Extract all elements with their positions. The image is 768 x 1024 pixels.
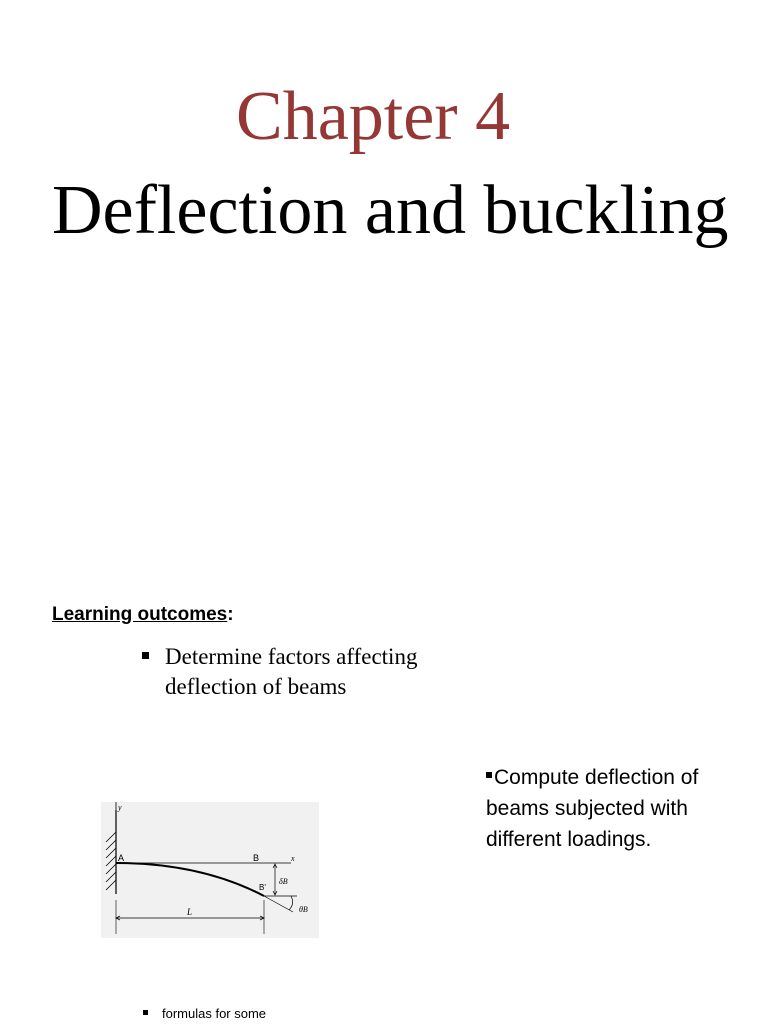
y-axis-label: y bbox=[118, 803, 122, 812]
point-a-label: A bbox=[118, 853, 125, 863]
bullet-square-icon bbox=[143, 1010, 148, 1015]
outcome-item-3 bbox=[143, 1006, 266, 1021]
learning-outcomes-heading-colon: : bbox=[227, 604, 234, 625]
outcome-item-1 bbox=[142, 642, 472, 702]
deflected-beam bbox=[116, 863, 264, 896]
learning-outcomes-heading bbox=[52, 604, 234, 626]
length-label: L bbox=[187, 907, 193, 917]
point-b-prime-label: B' bbox=[259, 883, 266, 892]
learning-outcomes-heading-text: Learning outcomes bbox=[52, 604, 228, 625]
outcome-item-3-text: formulas for some bbox=[162, 1006, 267, 1021]
chapter-label: Chapter 4 bbox=[236, 78, 511, 155]
outcome-item-1-text: Determine factors affecting deflection of beams bbox=[165, 644, 418, 699]
angle-arc bbox=[289, 896, 293, 910]
outcome-item-2 bbox=[486, 762, 706, 855]
bullet-square-icon bbox=[486, 772, 492, 778]
x-axis-label: x bbox=[291, 854, 295, 863]
tangent-line bbox=[264, 896, 293, 912]
outcome-item-2-text: Compute deflection of beams subjected with different loadings. bbox=[486, 766, 699, 851]
wall-hatching bbox=[106, 832, 116, 890]
cantilever-beam-figure bbox=[101, 802, 319, 938]
point-b-label: B bbox=[253, 853, 260, 863]
cantilever-beam-diagram bbox=[101, 802, 319, 938]
delta-label: δB bbox=[279, 877, 288, 886]
theta-label: θB bbox=[299, 905, 308, 914]
page-title: Deflection and buckling bbox=[52, 172, 729, 249]
bullet-square-icon bbox=[142, 652, 149, 659]
